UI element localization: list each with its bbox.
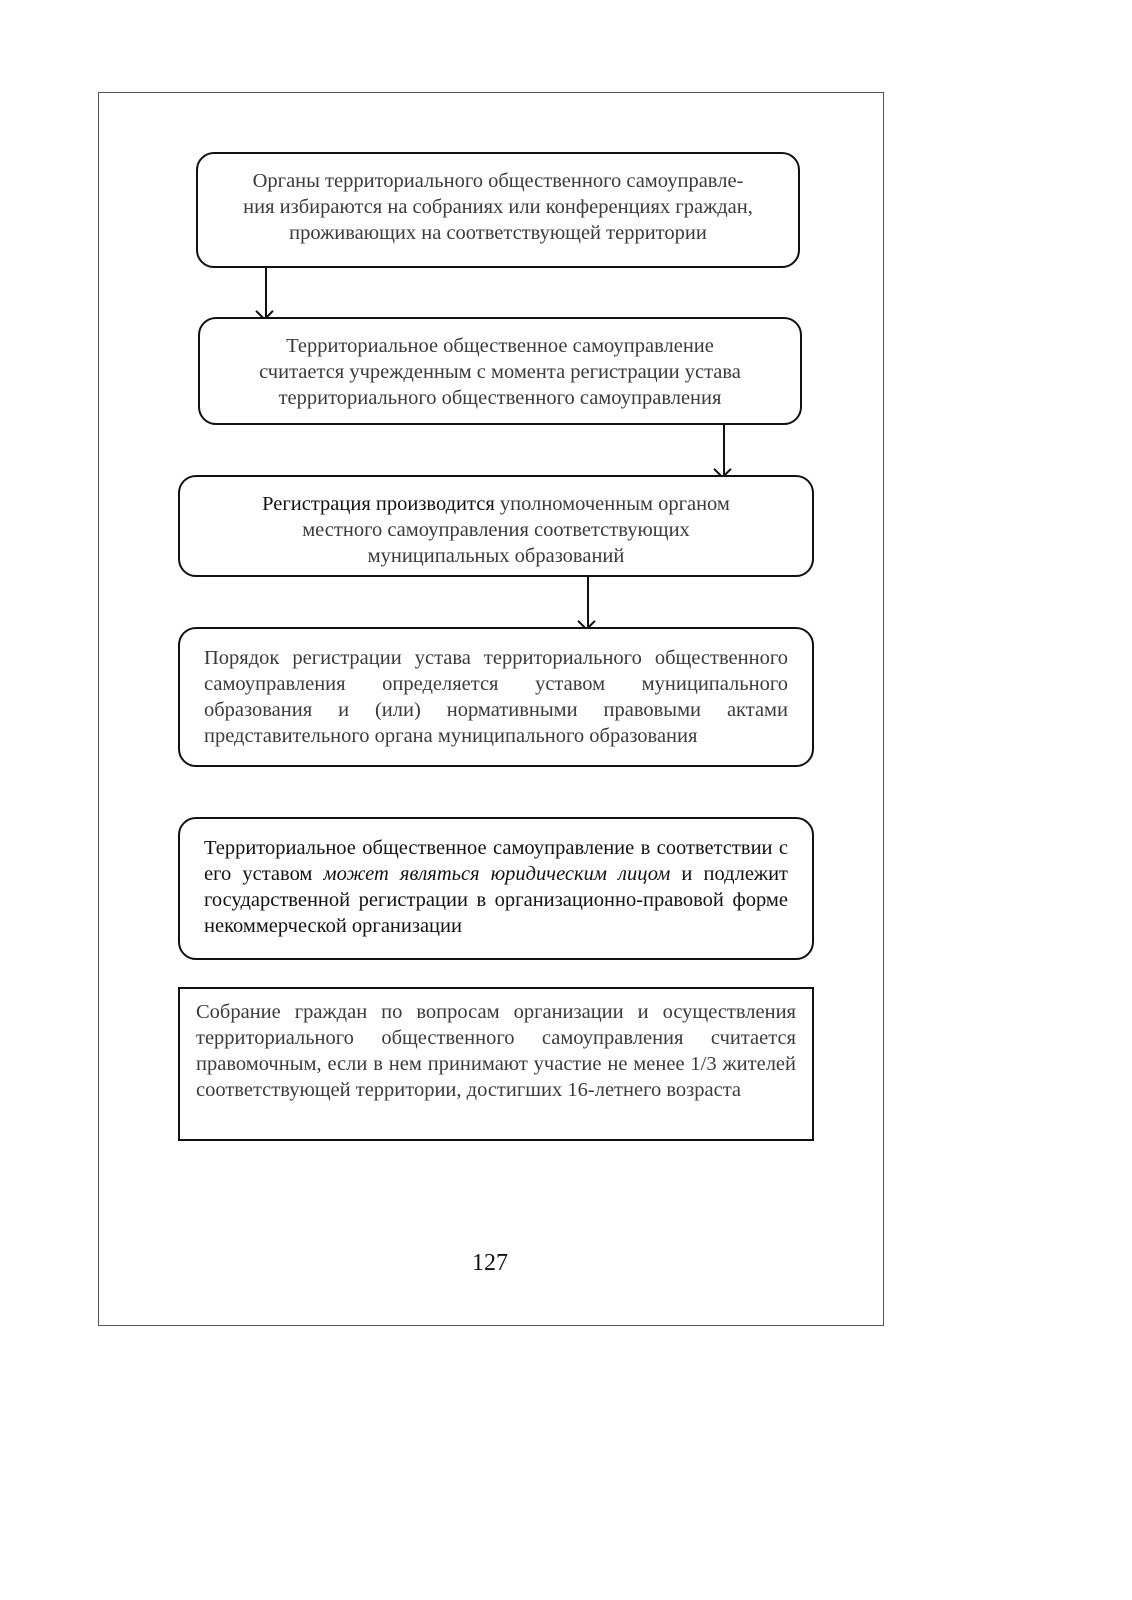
step-box-establishment-line-2: считается учрежденным с момента регистрации устава — [259, 361, 741, 383]
step-box-registration-line-3: муниципальных образований — [367, 545, 625, 567]
legal-entity-text-before: Территориальное общественное самоуправление в соответствии с его уставом — [204, 837, 788, 885]
registration-lead-text: Регистрация производится — [262, 493, 495, 515]
arrow-down-icon — [723, 425, 725, 475]
step-box-election-line-1: Органы территориального общественного самоуправле- — [252, 170, 744, 192]
citizens-meeting-text: Собрание граждан по вопросам организации и осуществления территориального общественного самоуправления считается правомочным, если в нем принимают участие не менее 1/3 жителей соответствующей территории, достигших 16-летнего возраста — [196, 1001, 796, 1101]
legal-entity-text — [204, 835, 788, 939]
legal-entity-emphasis: может являться юридическим лицом — [323, 863, 671, 885]
arrow-down-icon — [587, 577, 589, 627]
arrow-down-icon — [265, 268, 267, 317]
legal-entity-text-after: и подлежит государственной регистрации в организационно-правовой форме некоммерческой организации — [204, 863, 789, 937]
step-box-election — [196, 152, 800, 268]
step-box-registration-line-2: местного самоуправления соответствующих — [302, 519, 690, 541]
step-box-registration — [178, 475, 814, 577]
registration-procedure-text: Порядок регистрации устава территориального общественного самоуправления определяется уставом муниципального образования и (или) нормативными правовыми актами представительного органа муниципального образования — [204, 647, 788, 747]
step-box-establishment-line-3: территориального общественного самоуправления — [278, 387, 722, 409]
step-box-legal-entity — [178, 817, 814, 960]
note-box-citizens-meeting — [178, 987, 814, 1141]
step-box-registration-line-1 — [208, 491, 784, 517]
step-box-establishment — [198, 317, 802, 425]
step-box-election-line-2: ния избираются на собраниях или конференциях граждан, — [243, 196, 753, 218]
step-box-establishment-line-1: Территориальное общественное самоуправление — [286, 335, 714, 357]
step-box-election-line-3: проживающих на соответствующей территории — [289, 222, 707, 244]
registration-rest-text: уполномоченным органом — [494, 493, 730, 515]
page-number: 127 — [472, 1250, 508, 1276]
step-box-registration-procedure — [178, 627, 814, 767]
